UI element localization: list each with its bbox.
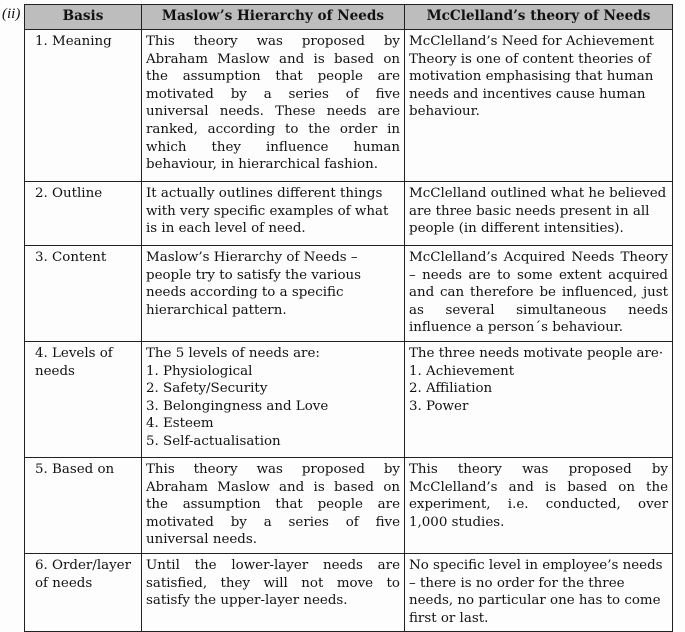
header-maslow: Maslow’s Hierarchy of Needs bbox=[142, 5, 405, 30]
list-item: 3. Power bbox=[409, 398, 469, 414]
list-item: 1. Physiological bbox=[146, 363, 253, 379]
header-mcclelland: McClelland’s theory of Needs bbox=[405, 5, 673, 30]
maslow-cell: Until the lower-layer needs are satisfied, they will not move to satisfy the upper-layer needs. bbox=[142, 553, 405, 631]
basis-cell: 1. Meaning bbox=[25, 30, 142, 182]
list-item: 2. Affiliation bbox=[409, 381, 493, 397]
basis-cell: 4. Levels of needs bbox=[25, 342, 142, 458]
mcclelland-cell bbox=[405, 342, 673, 458]
basis-cell: 3. Content bbox=[25, 246, 142, 342]
mcclelland-cell: McClelland’s Need for Achievement Theory is one of content theories of motivation emphasising that human needs and incentives cause human behaviour. bbox=[405, 30, 673, 182]
section-marker: (ii) bbox=[2, 6, 21, 22]
mcclelland-cell: McClelland’s Acquired Needs Theory – needs are to some extent acquired and can therefore be influenced, just as several simultaneous needs influence a person´s behaviour. bbox=[405, 246, 673, 342]
basis-cell: 5. Based on bbox=[25, 458, 142, 554]
maslow-cell: This theory was proposed by Abraham Maslow and is based on the assumption that people are motivated by a series of five universal needs. These needs are ranked, according to the order in which they influence human behaviour, in hierarchical fashion. bbox=[142, 30, 405, 182]
table-row bbox=[25, 246, 673, 342]
levels-intro: The three needs motivate people are· bbox=[409, 346, 664, 361]
mcclelland-cell: No specific level in employee’s needs – there is no order for the three needs, no particular one has to come first or last. bbox=[405, 553, 673, 631]
maslow-cell: Maslow’s Hierarchy of Needs – people try to satisfy the various needs according to a specific hierarchical pattern. bbox=[142, 246, 405, 342]
maslow-cell: This theory was proposed by Abraham Maslow and is based on the assumption that people are motivated by a series of five universal needs. bbox=[142, 458, 405, 554]
table-row bbox=[25, 553, 673, 631]
list-item: 5. Self-actualisation bbox=[146, 433, 281, 449]
basis-cell: 2. Outline bbox=[25, 182, 142, 246]
header-basis: Basis bbox=[25, 5, 142, 30]
table-row bbox=[25, 30, 673, 182]
list-item: 3. Belongingness and Love bbox=[146, 398, 329, 414]
table-row bbox=[25, 182, 673, 246]
list-item: 1. Achievement bbox=[409, 363, 515, 379]
table-row bbox=[25, 458, 673, 554]
table-row bbox=[25, 342, 673, 458]
mcclelland-cell: McClelland outlined what he believed are three basic needs present in all people (in different intensities). bbox=[405, 182, 673, 246]
levels-intro: The 5 levels of needs are: bbox=[146, 346, 320, 361]
header-row bbox=[25, 5, 673, 30]
maslow-cell: It actually outlines different things with very specific examples of what is in each level of need. bbox=[142, 182, 405, 246]
mcclelland-cell: This theory was proposed by McClelland’s and is based on the experiment, i.e. conducted, over 1,000 studies. bbox=[405, 458, 673, 554]
comparison-table bbox=[24, 4, 673, 632]
list-item: 2. Safety/Security bbox=[146, 381, 268, 397]
list-item: 4. Esteem bbox=[146, 416, 214, 432]
basis-cell: 6. Order/layer of needs bbox=[25, 553, 142, 631]
maslow-cell bbox=[142, 342, 405, 458]
